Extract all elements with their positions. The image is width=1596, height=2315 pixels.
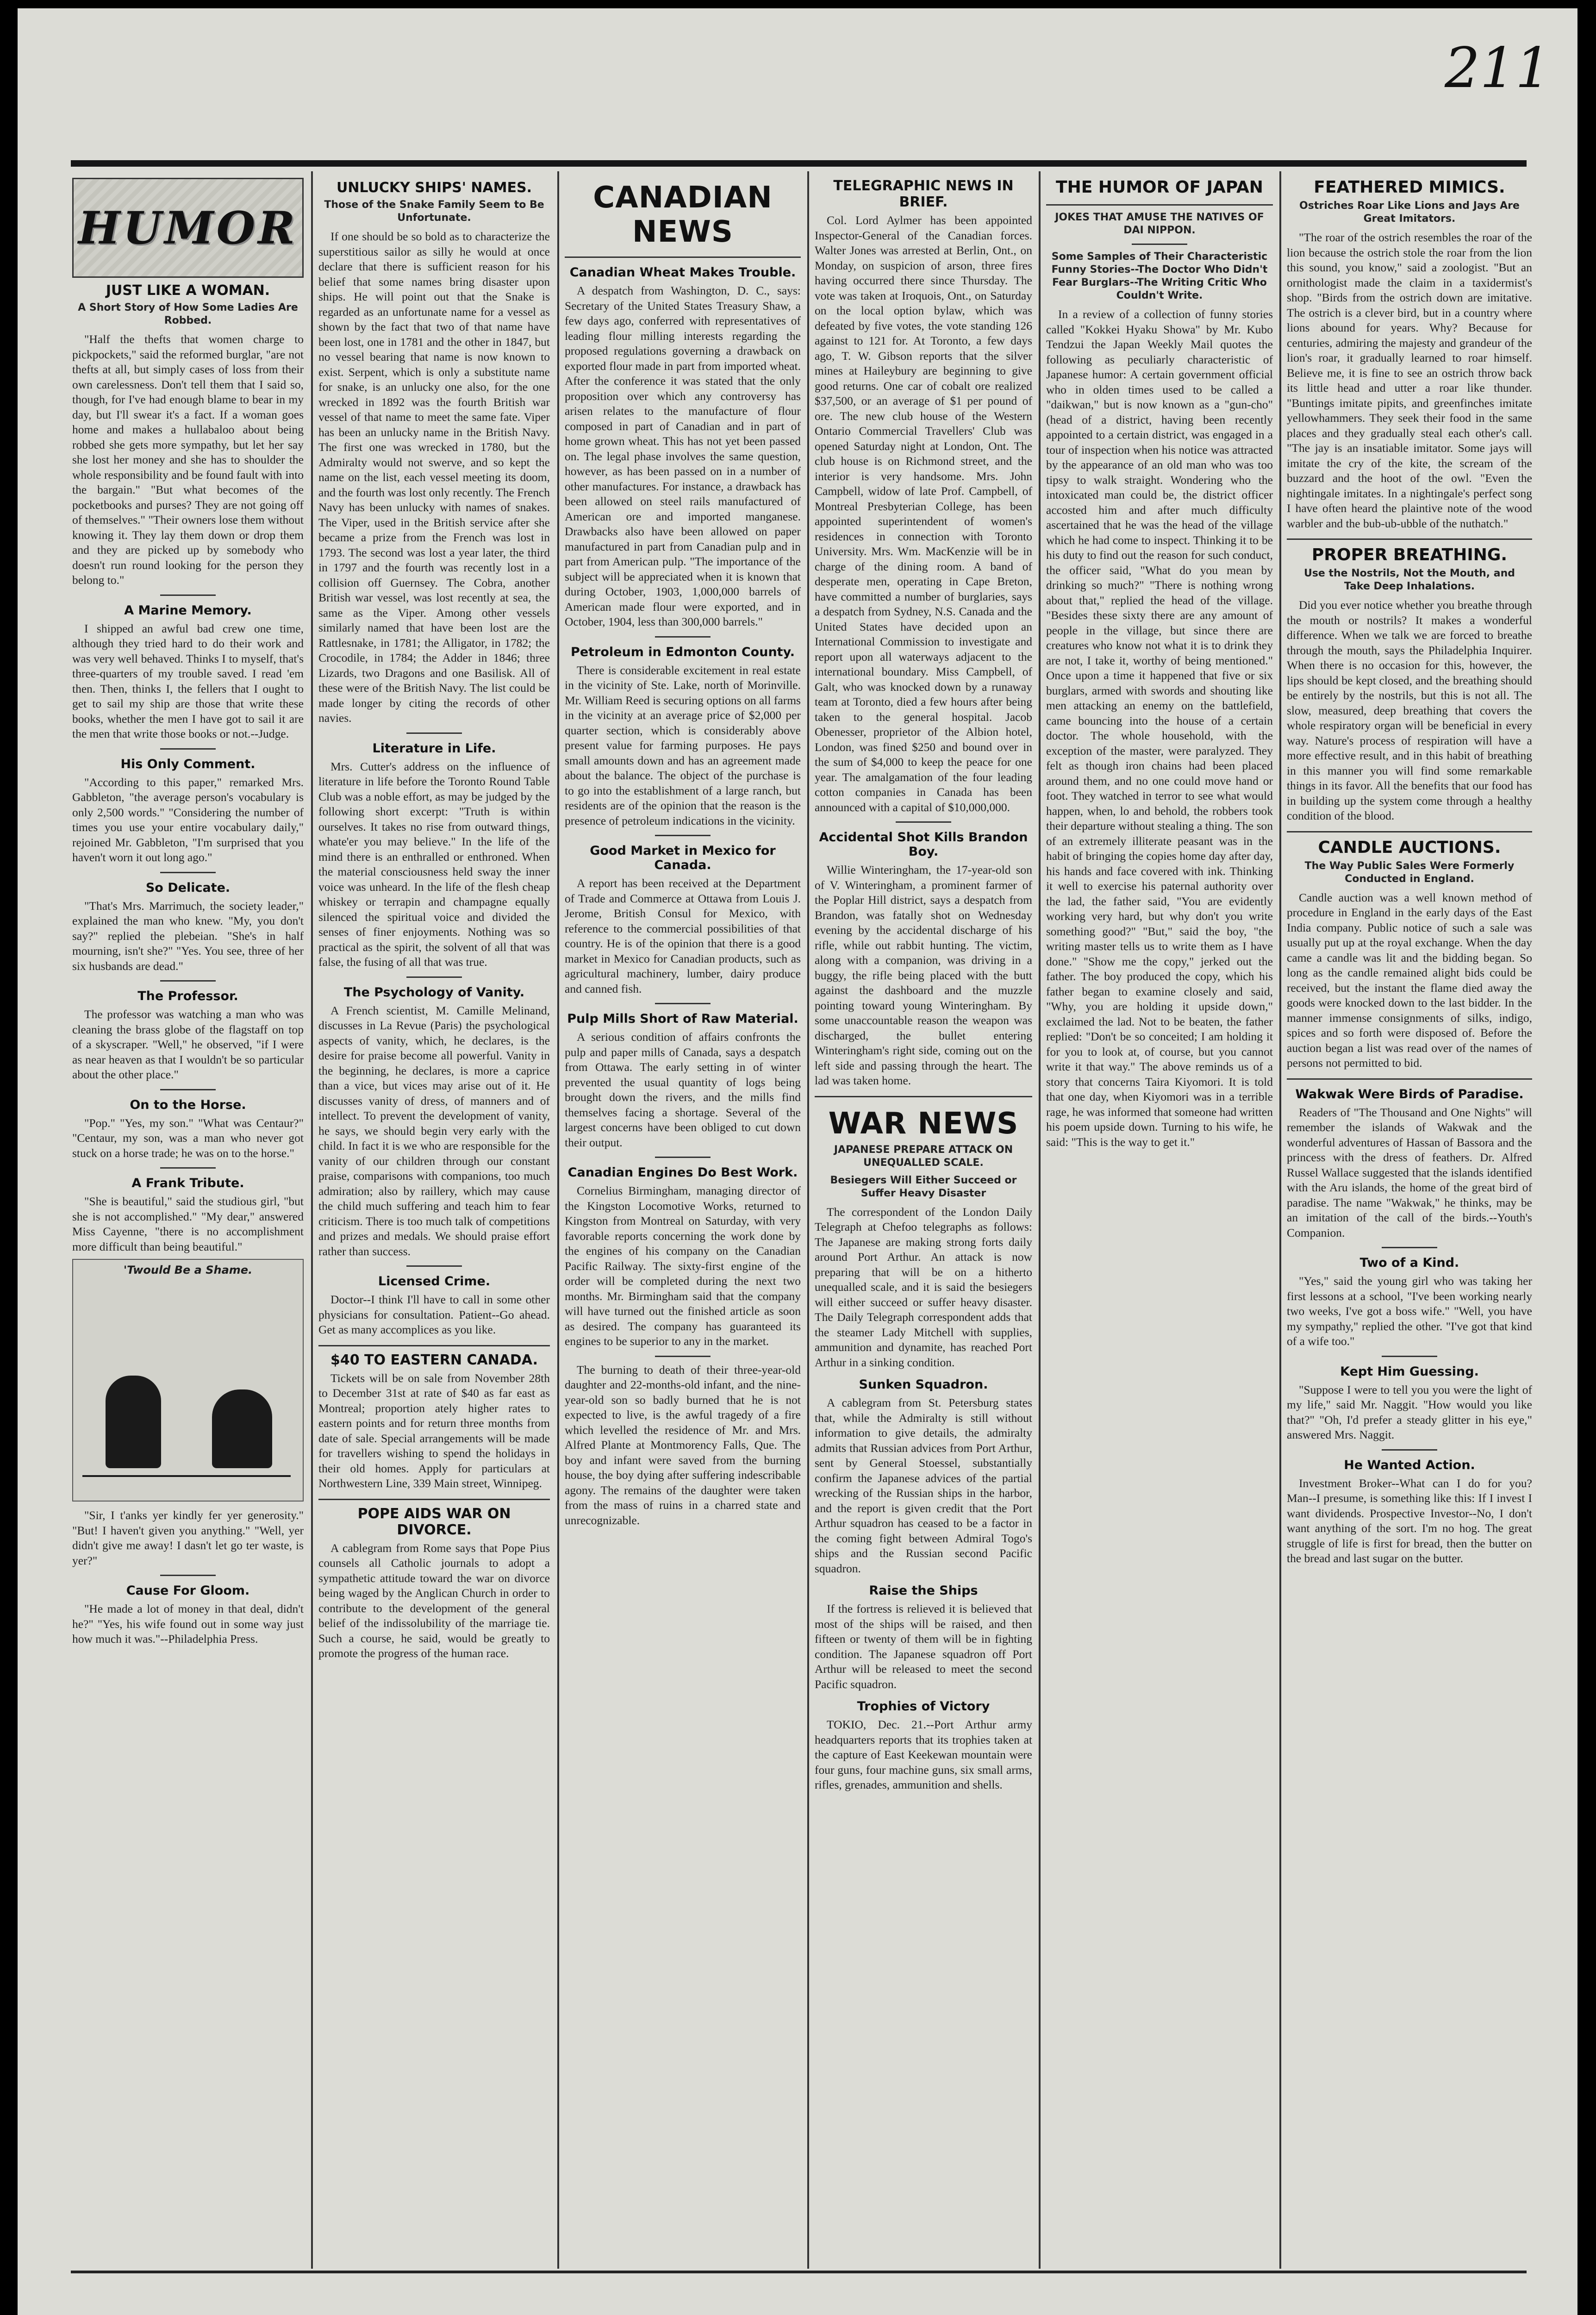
article-title: Cause For Gloom. [126, 1583, 250, 1598]
article-body: Did you ever notice whether you breathe through the mouth or nostrils? It makes a wonderful difference. When we talk we are forced to breathe through the mouth, says the Philadelphia Inquirer. When there is no occasion for this, however, the lips should be kept closed, and the breathing should be entirely by the nostrils, but this is not all. The slow, measured, deep breathing that covers the whole respiratory organ will be beneficial in every way. Nature's process of respiration will have a more effective result, and in this habit of breathing in this manner you will find some remarkable things in its favor. All the benefits that our food has in building up the system come through a healthy condition of the blood. [1287, 598, 1532, 822]
divider [406, 732, 462, 734]
article-title: Raise the Ships [869, 1583, 978, 1598]
article-body: "Suppose I were to tell you you were the light of my life," said Mr. Naggit. "How would you like that?" "Oh, I'd prefer a steady glitter in his eye," answered Mrs. Naggit. [1287, 1383, 1532, 1441]
divider [1287, 831, 1532, 832]
article-title: The Psychology of Vanity. [343, 985, 525, 1000]
article-body: A despatch from Washington, D. C., says: Secretary of the United States Treasury Shaw, a few days ago, conferred with representatives of leading flour milling interests regarding the proposed regulations governing a drawback on exported flour made in part from imported wheat. After the conference it was stated that the only proposition over which any controversy has arisen relates to the manufacture of flour composed in part of Canadian and in part of home grown wheat. This has not yet been passed on. The legal phase involves the same question, however, as has been passed on in a number of other manufactures. For instance, a drawback has been allowed on steel rails manufactured of American ore and imported manganese. Drawbacks also have been allowed on paper manufactured in part from Canadian pulp and in part from American pulp. "The importance of the subject will be appreciated when it is known that during October, 1903, 1,000,000 barrels of American made flour were exported, and in October, 1904, less than 300,000 barrels." [565, 284, 801, 628]
article-body: Cornelius Birmingham, managing director of the Kingston Locomotive Works, returned to Kingston from Montreal on Saturday, with very favorable reports concerning the work done by the engines of his company on the Canadian Pacific Railway. The sixty-first engine of the order will be completed during the next two months. Mr. Birmingham said that the company will have turned out the finished article as soon as desired. The company has guaranteed its engines to be superior to any in the market. [565, 1184, 801, 1348]
article-body: "According to this paper," remarked Mrs. Gabbleton, "the average person's vocabulary is only 2,500 words." "Considering the number of times you use your entire vocabulary daily," rejoined Mr. Gabbleton, "I'm surprised that you haven't worn it out long ago." [72, 775, 304, 864]
article-title: Literature in Life. [372, 741, 496, 756]
article-title: Pulp Mills Short of Raw Material. [567, 1012, 798, 1026]
divider [655, 1356, 711, 1357]
article-subtitle: A Short Story of How Some Ladies Are Robbed. [78, 302, 298, 326]
article-subtitle: JAPANESE PREPARE ATTACK ON UNEQUALLED SCALE. [834, 1144, 1013, 1169]
column-humor [72, 171, 304, 2269]
article-body: A serious condition of affairs confronts the pulp and paper mills of Canada, says a despatch from Ottawa. The early setting in of winter prevented the usual quantity of logs being brought down the rivers, and the mills find themselves facing a shortage. Several of the largest concerns have been obliged to cut down their output. [565, 1030, 801, 1149]
article-title: A Marine Memory. [124, 603, 252, 618]
article-body: A report has been received at the Department of Trade and Commerce at Ottawa from Louis J. Jerome, British Consul for Mexico, with reference to the commercial possibilities of that country. He is of the opinion that there is a good market in Mexico for Canadian products, such as agricultural machinery, lumber, dairy produce and canned fish. [565, 876, 801, 995]
footer-rule [71, 2271, 1527, 2273]
article-body: If the fortress is relieved it is believed that most of the ships will be raised, and then fifteen or twenty of them will be in fighting condition. The Japanese squadron off Port Arthur will be released to meet the second Pacific squadron. [815, 1602, 1032, 1691]
article-title: Good Market in Mexico for Canada. [590, 844, 776, 872]
article-subtitle: JOKES THAT AMUSE THE NATIVES OF DAI NIPPON. [1055, 212, 1264, 236]
article-body: "Pop." "Yes, my son." "What was Centaur?" "Centaur, my son, was a man who never got stuck on a horse trade; he was on to the horse." [72, 1116, 304, 1160]
divider [815, 1096, 1032, 1097]
column-rule [557, 171, 559, 2269]
article-body: Mrs. Cutter's address on the influence of literature in life before the Toronto Round Table Club was a noble effort, as may be judged by the following short excerpt: "Truth is within ourselves. It takes no rise from outward things, whate'er you may believe." In the life of the mind there is an enthralled or enthroned. When the material consciousness held sway the inner voice was unheard. In the life of the flesh cheap whiskey or terrapin and champagne equally silenced the spiritual voice and divided the senses of finer enjoyments. Nothing was so practical as the spirit, the solvent of all that was false, the fusing of all that was true. [318, 759, 550, 969]
humor-logo [72, 178, 304, 278]
article-body: "That's Mrs. Marrimuch, the society leader," explained the man who knew. "My, you don't say?" replied the plebeian. "She's in half mourning, isn't she?" "Yes. You see, three of her six husbands are dead." [72, 899, 304, 973]
article-body: "She is beautiful," said the studious girl, "but she is not accomplished." "My dear," answered Miss Cayenne, "there is no accomplishment more difficult than being beautiful." [72, 1195, 304, 1253]
column-rule [1039, 171, 1041, 2269]
article-title: Canadian Engines Do Best Work. [567, 1165, 798, 1180]
article-title: So Delicate. [145, 880, 231, 895]
article-body: Willie Winteringham, the 17-year-old son of V. Winteringham, a prominent farmer of the Poplar Hill district, says a despatch from Brandon, was fatally shot on Wednesday evening by the accidental discharge of his rifle, while out rabbit hunting. The victim, along with a companion, was driving in a buggy, the rifle being placed with the butt against the dashboard and the muzzle pointing toward young Winteringham. By some unaccountable reason the weapon was discharged, the bullet entering Winteringham's right side, coming out on the left side and passing through the heart. The lad was taken home. [815, 863, 1032, 1087]
article-subtitle: Those of the Snake Family Seem to Be Unfortunate. [324, 199, 544, 224]
article-title: CANDLE AUCTIONS. [1318, 838, 1501, 857]
divider [406, 1265, 462, 1267]
column-features [1287, 171, 1532, 2269]
article-title: PROPER BREATHING. [1311, 545, 1508, 564]
figure-left [106, 1376, 161, 1468]
article-body: Candle auction was a well known method of procedure in England in the early days of the East India company. Public notice of such a sale was usually put up at the royal exchange. When the day came a candle was lit and the bidding began. So long as the candle remained alight bids could be received, but the instant the flame died away the goods were knocked down to the last bidder. In the manner immense consignments of silks, indigo, spices and so forth were disposed of. Before the auction began a list was read over of the names of persons not permitted to bid. [1287, 890, 1532, 1070]
column-miscellany [318, 171, 550, 2269]
page-number: 211 [1444, 36, 1551, 100]
divider [160, 872, 216, 873]
article-title: Accidental Shot Kills Brandon Boy. [819, 830, 1028, 859]
column-canadian-news [565, 171, 801, 2269]
figure-right [212, 1389, 272, 1468]
divider [160, 980, 216, 982]
divider [318, 1499, 550, 1500]
column-rule [311, 171, 313, 2269]
article-title: UNLUCKY SHIPS' NAMES. [336, 180, 532, 196]
article-title: Trophies of Victory [857, 1699, 990, 1714]
article-subtitle: Ostriches Roar Like Lions and Jays Are Great Imitators. [1299, 200, 1520, 225]
article-title: Sunken Squadron. [859, 1377, 988, 1392]
article-body: TOKIO, Dec. 21.--Port Arthur army headquarters reports that its trophies taken at the capture of East Keekewan mountain were four guns, four machine guns, six small arms, rifles, grenades, ammunition and shells. [815, 1718, 1032, 1791]
divider [565, 257, 801, 258]
article-title: Wakwak Were Birds of Paradise. [1295, 1087, 1524, 1101]
article-title: JUST LIKE A WOMAN. [106, 282, 270, 299]
article-title: THE HUMOR OF JAPAN [1056, 178, 1263, 197]
divider [1287, 1078, 1532, 1080]
article-body: A cablegram from Rome says that Pope Pius counsels all Catholic journals to adopt a sympathetic attitude toward the war on divorce being waged by the Anglican Church in order to contribute to the development of the general belief of the indissolubility of the marriage tie. Such a course, he said, would be greatly to promote the progress of the human race. [318, 1541, 550, 1660]
column-telegraphic-news [815, 171, 1032, 2269]
article-body: "Half the thefts that women charge to pickpockets," said the reformed burglar, "are not thefts at all, but simply cases of loss from their own carelessness. Don't tell them that I said so, though, for I've had enough blame to bear in my day, but I'll swear it's a fact. If a woman goes home and makes a hullabaloo about being robbed she gets more sympathy, but let her say she lost her money and she has to shoulder the whole responsibility and be found fault with into the bargain." "But what becomes of the pocketbooks and purses? They are not going off of themselves." "Their owners lose them without knowing it. They lay them down or drop them and they are picked up by somebody who doesn't run round looking for the person they belong to." [72, 332, 304, 587]
article-title: Two of a Kind. [1359, 1256, 1459, 1270]
divider [160, 748, 216, 750]
article-title: POPE AIDS WAR ON DIVORCE. [357, 1505, 511, 1538]
article-title: Kept Him Guessing. [1340, 1364, 1479, 1379]
divider [1132, 244, 1187, 245]
article-body: Doctor--I think I'll have to call in some other physicians for consultation. Patient--Go ahead. Get as many accomplices as you like. [318, 1293, 550, 1336]
newspaper-page [18, 8, 1577, 2315]
divider [1382, 1247, 1437, 1248]
article-title: A Frank Tribute. [131, 1176, 244, 1190]
article-subtitle: Some Samples of Their Characteristic Funny Stories--The Doctor Who Didn't Fear Burglars--The Writing Critic Who Couldn't Write. [1051, 251, 1268, 301]
divider [1287, 538, 1532, 540]
article-body: "Sir, I t'anks yer kindly fer yer generosity." "But! I haven't given you anything." "Well, yer didn't give me away! I dasn't let go ter waste, is yer?" [72, 1508, 304, 1567]
divider [160, 1167, 216, 1169]
column-humor-of-japan [1046, 171, 1273, 2269]
cartoon-illustration [72, 1259, 304, 1502]
divider [1382, 1356, 1437, 1357]
article-subtitle: The Way Public Sales Were Formerly Conducted in England. [1304, 860, 1515, 885]
article-title: His Only Comment. [120, 757, 256, 771]
article-body: "The roar of the ostrich resembles the roar of the lion because the ostrich stole the roar from the lion this sound, you know," said a zoologist. "But an ornithologist made the claim in a taxidermist's shop. "Birds from the ostrich down are imitative. The ostrich is a clever bird, but in a country where lions abound for years. Why? Because for centuries, admiring the majesty and grandeur of the lion's roar, it gradually learned to roar himself. Believe me, it is fine to see an ostrich throw back its little head and utter a roar like thunder. "Buntings imitate pipits, and greenfinches imitate yellowhammers. They seek their food in the same places and they gradually steal each other's call. "The jay is an insatiable imitator. Some jays will imitate the cry of the kite, the scream of the buzzard and the hoot of the owl. "Even the nightingale imitates. In a nightingale's perfect song I have often heard the plaintive note of the wood warbler and the bub-ub-ubble of the nuthatch." [1287, 231, 1532, 530]
divider [318, 1345, 550, 1346]
article-body: There is considerable excitement in real estate in the vicinity of Ste. Lake, north of Morinville. Mr. William Reed is securing options on all farms in the vicinity at an average price of $2,000 per quarter section, which is considerably above present value for farming purposes. He pays small amounts down and has an agreement made about the balance. The object of the purchase is to go into the establishment of a large ranch, but residents are of the opinion that the reason is the presence of petroleum indications in the vicinity. [565, 663, 801, 827]
article-title: On to the Horse. [130, 1097, 246, 1112]
divider [1382, 1449, 1437, 1451]
divider [160, 594, 216, 596]
article-body: A French scientist, M. Camille Melinand, discusses in La Revue (Paris) the psychological aspects of vanity, which, he declares, is the desire for praise become all powerful. Vanity in the beginning, he declares, is more a caprice than a vice, but vices may arise out of it. He discusses vanity of dress, of manners and of intellect. To prevent the development of vanity, he says, we should begin very early with the child. In fact it is we who are responsible for the vanity of our children through our constant praise, comparisons with companions, too much admiration; also by raillery, which may cause the child much suffering and teach him to fear criticism. There is too much talk of competitions and prizes and medals. We should praise effort rather than success. [318, 1003, 550, 1258]
article-title: $40 TO EASTERN CANADA. [330, 1351, 538, 1368]
article-title: Licensed Crime. [378, 1274, 491, 1289]
article-body: Col. Lord Aylmer has been appointed Inspector-General of the Canadian forces. Walter Jones was arrested at Berlin, Ont., on Monday, on suspicion of arson, three fires having occurred there since Thursday. The vote was taken at Iroquois, Ont., on Saturday on the local option bylaw, which was defeated by five votes, the vote standing 126 against to 121 for. At Toronto, a few days ago, T. W. Gibson reports that the silver mines at Haileybury are beginning to give good returns. One car of cobalt ore realized $37,500, or an average of $1 per pound of ore. The new club house of the Western Ontario Commercial Travellers' Club was opened Saturday night at London, Ont. The club house is on Richmond street, and the interior is very handsome. Mrs. John Campbell, widow of late Prof. Campbell, of Montreal Presbyterian College, has been appointed superintendent of women's residences in connection with Toronto University. Mrs. Wm. MacKenzie will be in charge of the dining room. A band of desperate men, operating in Cape Breton, have committed a number of burglaries, says a despatch from Sydney, N.S. Canada and the United States have decided upon an International Commission to investigate and report upon all waterways adjacent to the international boundary. Miss Campbell, of Galt, who was knocked down by a runaway team at Toronto, died a few hours after being taken to the general hospital. Jacob Obenesser, proprietor of the Albion hotel, London, was fined $250 and bound over in the sum of $4,000 to keep the peace for one year. The amalgamation of the four leading cotton companies in Canada has been announced with a capital of $10,000,000. [815, 213, 1032, 814]
article-body: "He made a lot of money in that deal, didn't he?" "Yes, his wife found out in some way just how much it was."--Philadelphia Press. [72, 1602, 304, 1646]
article-body: I shipped an awful bad crew one time, although they tried hard to do their work and was very well behaved. Thinks I to myself, that's three-quarters of my trouble saved. I read 'em then. Then, thinks I, the fellers that I ought to get to sail my ship are those that write these books, whether the men I have got to sail it are the men that write those books or not.--Judge. [72, 621, 304, 740]
section-heading: WAR NEWS [828, 1106, 1019, 1141]
divider [1046, 204, 1273, 206]
section-heading: CANADIAN NEWS [593, 181, 773, 249]
ground-line [82, 1475, 291, 1477]
article-body: If one should be so bold as to characterize the superstitious sailor as silly he would at once declare that there is sufficient reason for his belief that some names bring disaster upon ships. He will point out that the Snake is regarded as an unfortunate name for a vessel as shown by the fact that two of that name have been lost, one in 1781 and the other in 1847, but no vessel bearing that name is now known to exist. Serpent, which is only a substitute name for snake, is an unlucky one also, for the one wrecked in 1892 was the fourth British war vessel of that name to meet the same fate. Viper has been an unlucky name in the British Navy. The first one was wrecked in 1780, but the Admiralty would not swerve, and so kept the name on the list, each vessel meeting its doom, and the fourth was lost only recently. The French Navy has been unlucky with names of snakes. The Viper, used in the British service after she became a prize from the French was lost in 1793. The second was lost a year later, the third in 1797 and the fourth was recently lost in a collision off Guernsey. The Cobra, another British war vessel, was lost recently at sea, the same as the Viper. Among other vessels similarly named that have been lost are the Rattlesnake, in 1781; the Alligator, in 1782; the Crocodile, in 1784; the Adder in 1846; three Lizards, two Dragons and one Basilisk. All of these were of the British Navy. The list could be made longer by citing the records of other navies. [318, 230, 550, 725]
divider [160, 1575, 216, 1576]
divider [655, 1003, 711, 1004]
article-title: The Professor. [137, 989, 238, 1003]
article-title: He Wanted Action. [1344, 1458, 1475, 1472]
article-body: In a review of a collection of funny stories called "Kokkei Hyaku Showa" by Mr. Kubo Tendzui the Japan Weekly Mail quotes the following as peculiarly characteristic of Japanese humor: A certain government official who in olden times used to be called a "daikwan," but is now known as a "gun-cho" (head of a district, having been recently appointed to a certain district, was engaged in a tour of inspection when his notice was attracted by the appearance of an old man who was too tipsy to walk straight. Wondering who the intoxicated man could be, the district officer accosted him and after much difficulty ascertained that he was the head of the village which he had come to inspect. Thinking it to be his duty to find out the reason for such conduct, the officer said, "What do you mean by drinking so much?" "There is nothing wrong about that," replied the head of the village. "Besides these sixty there are any amount of people in the village, but since there are creatures who know not what it is to drink they are not, I take it, worthy of being mentioned." Once upon a time it happened that five or six burglars, armed with swords and shouting like men attacking an enemy on the battlefield, came bouncing into the house of a certain doctor. The whole household, with the exception of the master, were paralyzed. They felt as though iron chains had been placed around them, and no one could move hand or foot. They watched in terror to see what would happen, when, lo and behold, the robbers took their departure without stealing a thing. The son of an extremely illiterate peasant was in the habit of bringing the copies home day after day, his hands and face covered with ink. Thinking it well to exercise his paternal authority over the lad, the father said, "You are evidently working very hard, but why don't you write something good?" "But," said the boy, "the writing master tells us to write them as I have done." "Show me the copy," jerked out the father. The boy produced the copy, which his father began to examine closely and said, "Why, you are holding it upside down," exclaimed the lad. Not to be beaten, the father replied: "Don't be so conceited; I am holding it for you to look at, of course, but you cannot write it that way." The above reminds us of a story that concerns Taira Kiyomori. It is told that one day, when Kiyomori was in a terrible rage, he was informed that someone had written his poem upside down. Turning to his wife, he said: "This is the way to get it." [1046, 307, 1273, 1149]
article-body: The correspondent of the London Daily Telegraph at Chefoo telegraphs as follows: The Japanese are making strong forts daily around Port Arthur. An attack is now preparing that will be on a hitherto unequalled scale, and it is said the besiegers will either succeed or suffer heavy disaster. The Daily Telegraph correspondent adds that the steamer Lady Mitchell with supplies, ammunition and dynamite, has reached Port Arthur in a sinking condition. [815, 1205, 1032, 1369]
divider [655, 835, 711, 836]
article-title: TELEGRAPHIC NEWS IN BRIEF. [833, 178, 1014, 210]
divider [896, 821, 951, 823]
divider [406, 976, 462, 978]
column-rule [1279, 171, 1281, 2269]
article-subtitle: Use the Nostrils, Not the Mouth, and Take Deep Inhalations. [1303, 568, 1515, 592]
article-body: A cablegram from St. Petersburg states that, while the Admiralty is still without information to give details, the admiralty admits that Russian advices from Port Arthur, sent by General Stoessel, substantially confirm the Japanese advices of the partial wrecking of the Russian ships in the harbor, and the report is given credit that the Port Arthur squadron has ceased to be a factor in the coming fight between Admiral Togo's ships and the Russian second Pacific squadron. [815, 1396, 1032, 1575]
article-body: "Yes," said the young girl who was taking her first lessons at a school, "I've been working nearly two weeks, I've got a boss wife." "Well, you have my sympathy," replied the other. "I've got that kind of a wife too." [1287, 1274, 1532, 1348]
article-body: The burning to death of their three-year-old daughter and 22-months-old infant, and the nine-year-old son so badly burned that he is not expected to live, is the awful tragedy of a fire which levelled the residence of Mr. and Mrs. Alfred Plante at Montmorency Falls, Que. The boy and infant were saved from the burning house, the boy dying after suffering indescribable agony. The remains of the daughter were taken from the mass of ruins in a charred state and unrecognizable. [565, 1363, 801, 1527]
divider [655, 636, 711, 638]
cartoon-caption: 'Twould Be a Shame. [123, 1264, 253, 1276]
article-subtitle: Besiegers Will Either Succeed or Suffer Heavy Disaster [830, 1174, 1017, 1199]
divider [160, 1089, 216, 1090]
humor-logo-text: HUMOR [78, 201, 298, 254]
article-body: Investment Broker--What can I do for you? Man--I presume, is something like this: If I invest I want dividends. Prospective Investor--No, I don't want anything of the sort. I'm no hog. The great struggle of life is first for bread, then the butter on the bread and last sugar on the butter. [1287, 1476, 1532, 1565]
article-title: Canadian Wheat Makes Trouble. [569, 265, 796, 280]
article-body: Tickets will be on sale from November 28th to December 31st at rate of $40 as far east as Montreal; proportion ately higher rates to eastern points and for return three months from date of sale. Special arrangements will be made for travellers wishing to spend the holidays in their old homes. Apply for particulars at Northwestern Line, 339 Main street, Winnipeg. [318, 1371, 550, 1490]
divider [655, 1157, 711, 1158]
header-rule [71, 160, 1527, 167]
article-title: FEATHERED MIMICS. [1314, 178, 1505, 197]
article-body: Readers of "The Thousand and One Nights" will remember the islands of Wakwak and the wonderful adventures of Hassan of Bassora and the princess with the dress of feathers. Dr. Alfred Russel Wallace suggested that the islands identified with the Aru islands, the home of the great bird of paradise. The name "Wakwak," he thinks, may be an imitation of the call of the birds.--Youth's Companion. [1287, 1105, 1532, 1239]
article-body: The professor was watching a man who was cleaning the brass globe of the flagstaff on top of a skyscraper. "Well," he observed, "if I were as near heaven as that I wouldn't be so particular about the other place." [72, 1007, 304, 1081]
article-title: Petroleum in Edmonton County. [571, 644, 795, 659]
column-rule [807, 171, 809, 2269]
